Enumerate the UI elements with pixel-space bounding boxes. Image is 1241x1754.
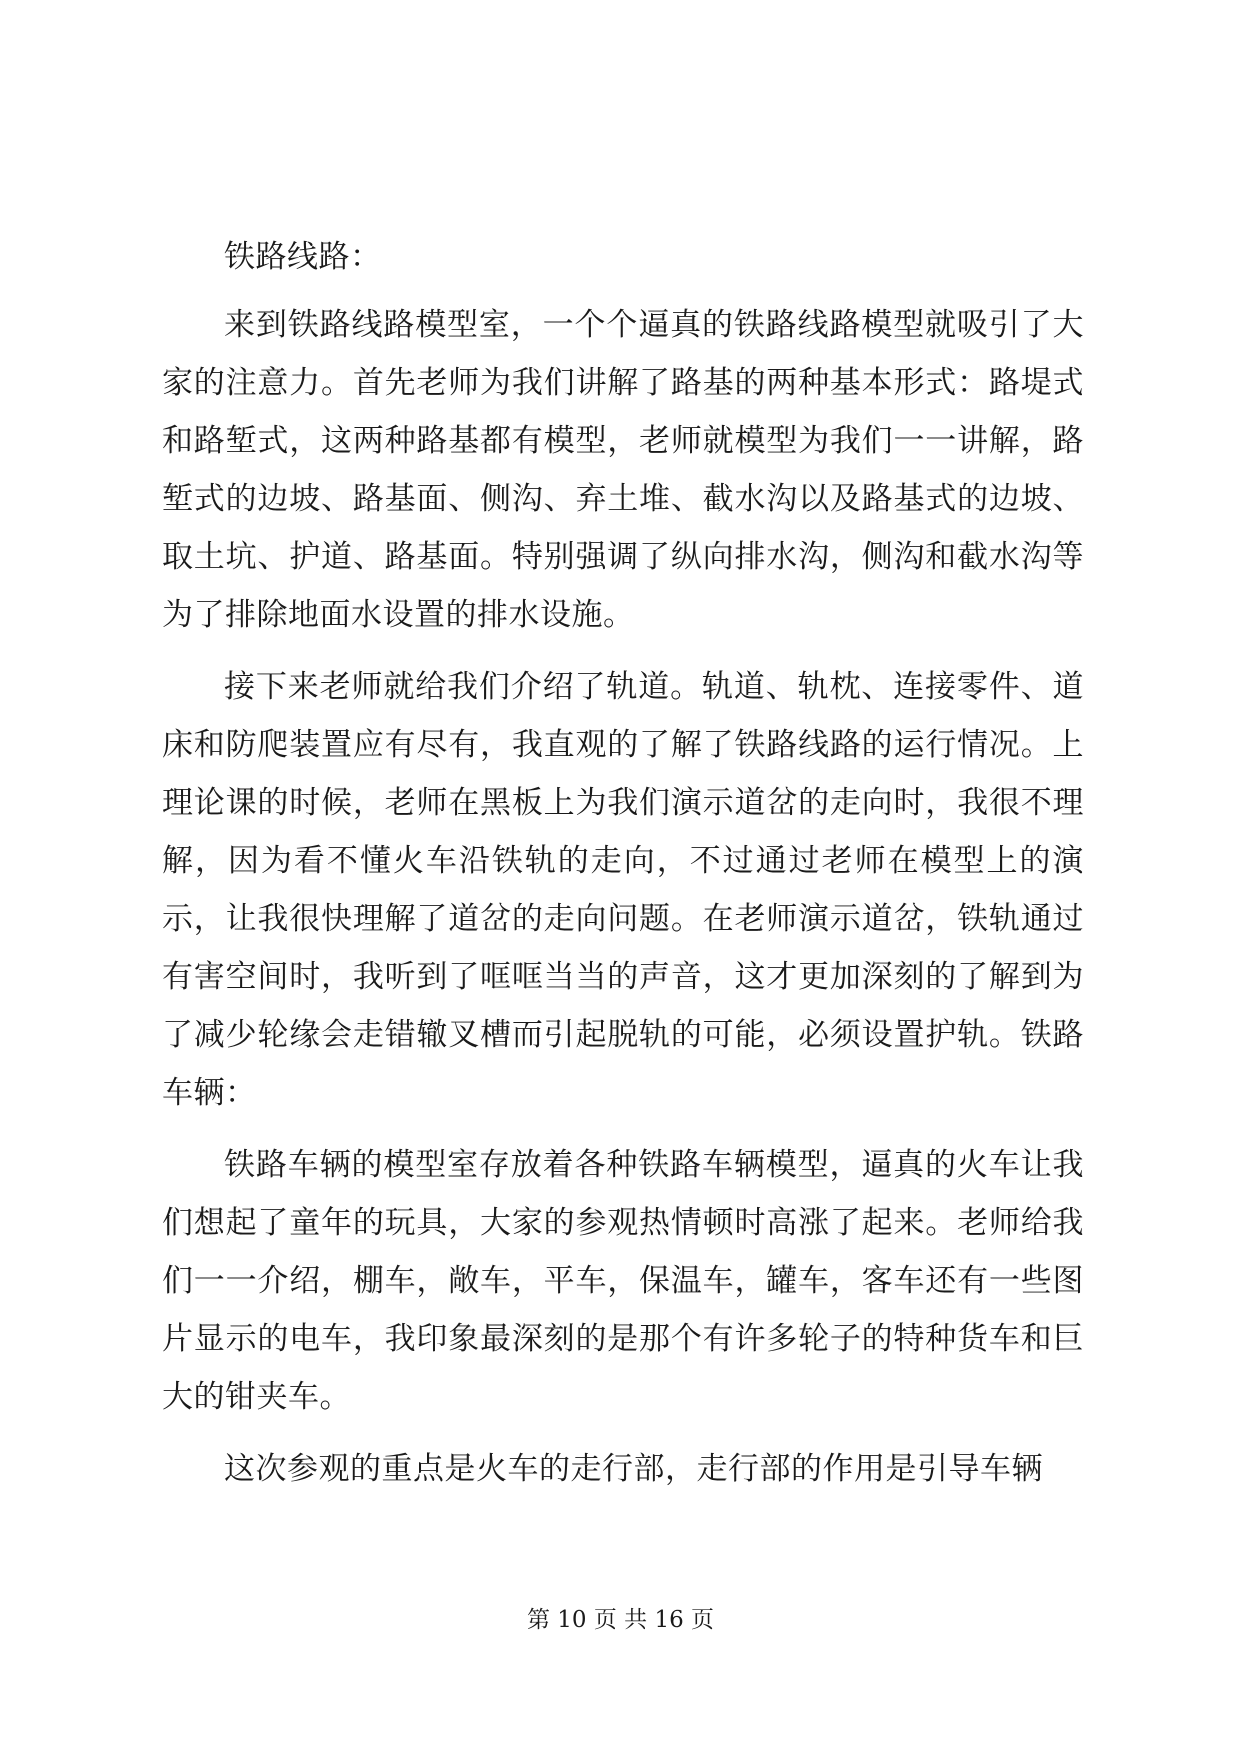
paragraph-track: 接下来老师就给我们介绍了轨道。轨道、轨枕、连接零件、道床和防爬装置应有尽有，我直观的了解了铁路线路的运行情况。上理论课的时候，老师在黑板上为我们演示道岔的走向时，我很不理解，因为看不懂火车沿铁轨的走向，不过通过老师在模型上的演示，让我很快理解了道岔的走向问题。在老师演示道岔，铁轨通过有害空间时，我听到了哐哐当当的声音，这才更加深刻的了解到为了减少轮缘会走错辙叉槽而引起脱轨的可能，必须设置护轨。铁路车辆： bbox=[162, 669, 1084, 1111]
page-number-footer: 第 10 页 共 16 页 bbox=[526, 1607, 715, 1633]
paragraph-vehicles: 铁路车辆的模型室存放着各种铁路车辆模型，逼真的火车让我们想起了童年的玩具，大家的参观热情顿时高涨了起来。老师给我们一一介绍，棚车，敞车，平车，保温车，罐车，客车还有一些图片显示的电车，我印象最深刻的是那个有许多轮子的特种货车和巨大的钳夹车。 bbox=[162, 1147, 1084, 1415]
section-heading-railway-lines: 铁路线路： bbox=[224, 239, 382, 275]
document-body bbox=[162, 228, 1084, 1512]
paragraph-running-gear: 这次参观的重点是火车的走行部，走行部的作用是引导车辆 bbox=[224, 1451, 1043, 1487]
paragraph-subgrade: 来到铁路线路模型室，一个个逼真的铁路线路模型就吸引了大家的注意力。首先老师为我们讲解了路基的两种基本形式：路堤式和路堑式，这两种路基都有模型，老师就模型为我们一一讲解，路堑式的边坡、路基面、侧沟、弃土堆、截水沟以及路基式的边坡、取土坑、护道、路基面。特别强调了纵向排水沟，侧沟和截水沟等为了排除地面水设置的排水设施。 bbox=[162, 307, 1084, 633]
